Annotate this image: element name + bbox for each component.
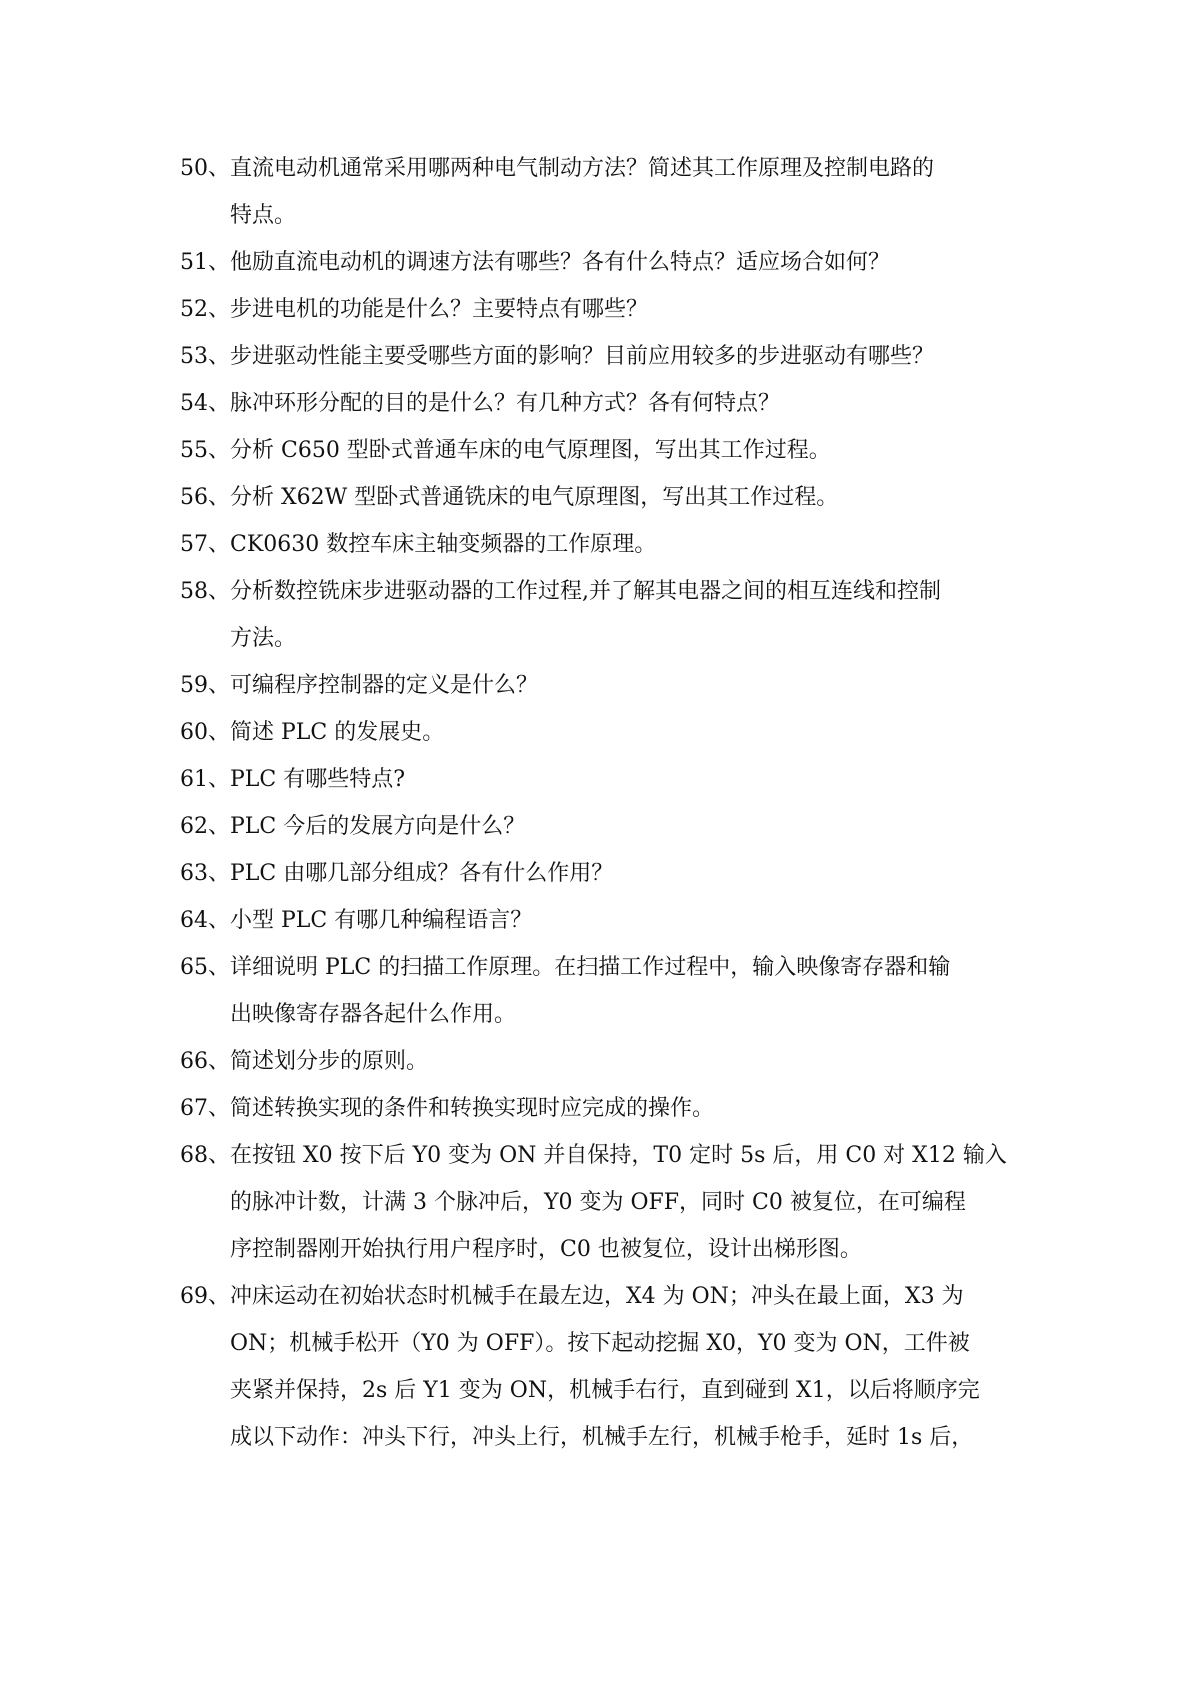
question-text [230,474,1030,521]
question-text-line: 夹紧并保持，2s 后 Y1 变为 ON，机械手右行，直到碰到 X1，以后将顺序完 [230,1378,980,1403]
question-text [230,380,1030,427]
question-text [230,239,1030,286]
question-item [180,1273,1030,1461]
question-text-line: 步进驱动性能主要受哪些方面的影响？目前应用较多的步进驱动有哪些？ [230,344,935,369]
question-text [230,333,1030,380]
question-text-line: 简述 PLC 的发展史。 [230,720,445,745]
question-text-line: PLC 由哪几部分组成？各有什么作用？ [230,861,614,886]
question-text-line: ON；机械手松开（Y0 为 OFF）。按下起动挖掘 X0，Y0 变为 ON，工件被 [230,1331,970,1356]
question-item [180,239,1030,286]
question-number: 51、 [180,250,230,275]
question-text [230,662,1030,709]
question-text-line: 的脉冲计数，计满 3 个脉冲后，Y0 变为 OFF，同时 C0 被复位，在可编程 [230,1190,966,1215]
question-text [230,1085,1030,1132]
question-number: 65、 [180,955,230,980]
question-text-line: 分析 X62W 型卧式普通铣床的电气原理图，写出其工作过程。 [230,485,839,510]
question-text-line: 出映像寄存器各起什么作用。 [230,1002,517,1027]
question-text [230,850,1030,897]
question-text-line: 冲床运动在初始状态时机械手在最左边，X4 为 ON；冲头在最上面，X3 为 [230,1284,964,1309]
question-item [180,568,1030,662]
question-list [180,145,1030,1461]
question-number: 59、 [180,673,230,698]
question-item [180,1085,1030,1132]
question-number: 58、 [180,579,230,604]
question-number: 57、 [180,532,230,557]
question-text [230,803,1030,850]
question-number: 61、 [180,767,230,792]
question-number: 69、 [180,1284,230,1309]
question-text-line: 序控制器刚开始执行用户程序时，C0 也被复位，设计出梯形图。 [230,1237,862,1262]
question-text-line: 小型 PLC 有哪几种编程语言？ [230,908,533,933]
question-number: 66、 [180,1049,230,1074]
question-number: 54、 [180,391,230,416]
question-item [180,756,1030,803]
question-item [180,333,1030,380]
question-text [230,1273,1030,1461]
question-item [180,286,1030,333]
question-text-line: 特点。 [230,203,297,228]
question-number: 55、 [180,438,230,463]
question-text [230,709,1030,756]
question-text [230,944,1030,1038]
question-number: 56、 [180,485,230,510]
question-text [230,1132,1030,1273]
question-number: 60、 [180,720,230,745]
question-item [180,850,1030,897]
question-item [180,474,1030,521]
question-item [180,897,1030,944]
question-text-line: 详细说明 PLC 的扫描工作原理。在扫描工作过程中，输入映像寄存器和输 [230,955,951,980]
question-number: 52、 [180,297,230,322]
question-number: 64、 [180,908,230,933]
question-item [180,521,1030,568]
question-item [180,380,1030,427]
question-text-line: 分析数控铣床步进驱动器的工作过程,并了解其电器之间的相互连线和控制 [230,579,941,604]
question-item [180,803,1030,850]
question-number: 62、 [180,814,230,839]
question-text-line: 成以下动作：冲头下行，冲头上行，机械手左行，机械手枪手，延时 1s 后， [230,1425,974,1450]
question-text [230,286,1030,333]
question-text [230,756,1030,803]
question-item [180,709,1030,756]
question-text [230,897,1030,944]
question-number: 53、 [180,344,230,369]
question-item [180,662,1030,709]
question-item [180,944,1030,1038]
question-text-line: 他励直流电动机的调速方法有哪些？各有什么特点？适应场合如何？ [230,250,891,275]
question-text-line: PLC 有哪些特点? [230,767,406,792]
question-number: 63、 [180,861,230,886]
question-text [230,568,1030,662]
question-text-line: 简述划分步的原则。 [230,1049,429,1074]
question-text [230,145,1030,239]
question-text-line: 在按钮 X0 按下后 Y0 变为 ON 并自保持，T0 定时 5s 后，用 C0 对 X12 输入 [230,1143,1007,1168]
question-text-line: 直流电动机通常采用哪两种电气制动方法？简述其工作原理及控制电路的 [230,156,935,181]
question-text-line: 可编程序控制器的定义是什么？ [230,673,539,698]
question-text-line: 简述转换实现的条件和转换实现时应完成的操作。 [230,1096,715,1121]
question-number: 67、 [180,1096,230,1121]
question-item [180,427,1030,474]
question-text [230,521,1030,568]
question-text-line: CK0630 数控车床主轴变频器的工作原理。 [230,532,657,557]
question-text [230,427,1030,474]
question-item [180,1038,1030,1085]
question-text-line: 分析 C650 型卧式普通车床的电气原理图，写出其工作过程。 [230,438,831,463]
question-text-line: 方法。 [230,626,297,651]
question-text [230,1038,1030,1085]
question-text-line: 步进电机的功能是什么？主要特点有哪些？ [230,297,649,322]
question-text-line: 脉冲环形分配的目的是什么？有几种方式？各有何特点？ [230,391,781,416]
question-item [180,145,1030,239]
question-number: 50、 [180,156,230,181]
question-number: 68、 [180,1143,230,1168]
question-item [180,1132,1030,1273]
question-text-line: PLC 今后的发展方向是什么？ [230,814,526,839]
